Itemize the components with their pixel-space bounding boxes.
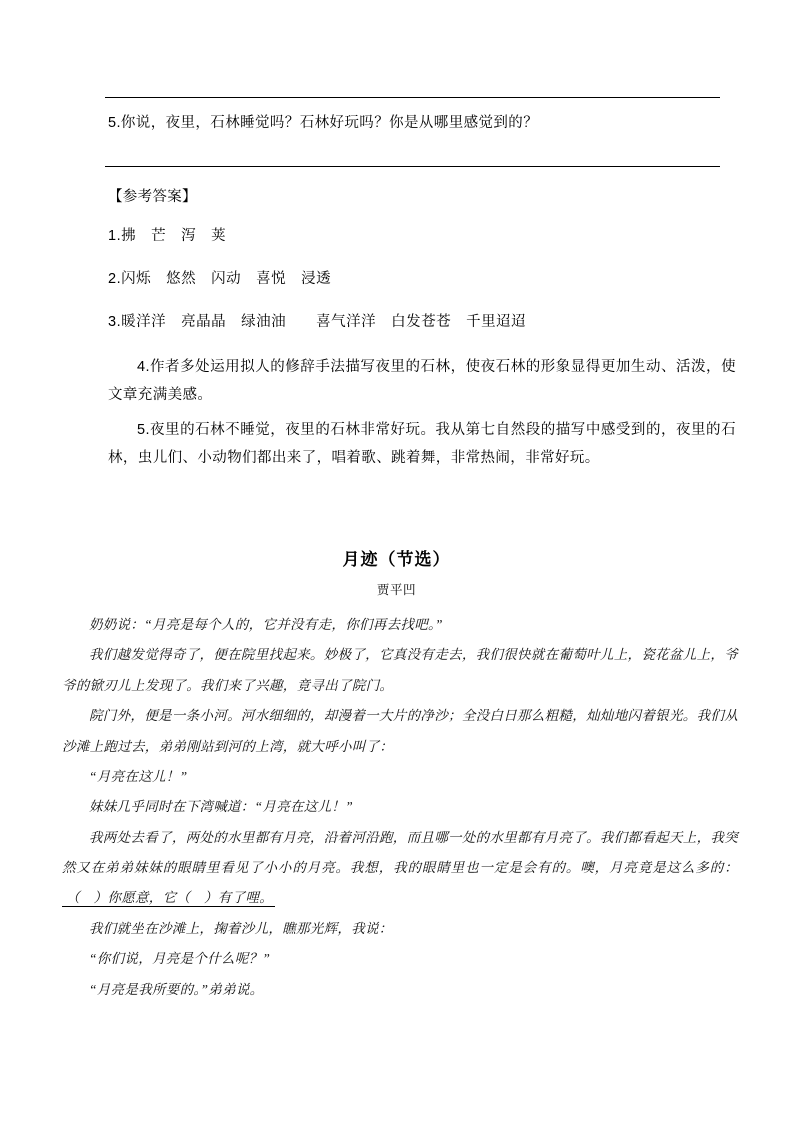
answer-item-5: 5.夜里的石林不睡觉，夜里的石林非常好玩。我从第七自然段的描写中感受到的，夜里的石林，虫儿们、小动物们都出来了，唱着歌、跳着舞，非常热闹，非常好玩。 bbox=[108, 421, 736, 466]
passage-line-4: “月亮在这儿！” bbox=[89, 768, 188, 784]
fill-in-blank[interactable]: （ ）你愿意，它（ ）有了哩。 bbox=[62, 890, 275, 907]
passage-line-6-text: 我两处去看了，两处的水里都有月亮，沿着河沿跑，而且哪一处的水里都有月亮了。我们都看起天上，我突然又在弟弟妹妹的眼睛里看见了小小的月亮。我想，我的眼睛里也一定是会有的。噢，月亮竟是这么多的： bbox=[62, 829, 738, 875]
passage-body bbox=[62, 610, 738, 1005]
answer-item-2: 2.闪烁 悠然 闪动 喜悦 浸透 bbox=[108, 271, 332, 287]
question-5-text: 5.你说，夜里，石林睡觉吗？石林好玩吗？你是从哪里感觉到的？ bbox=[108, 115, 539, 131]
passage-line-6 bbox=[62, 823, 738, 914]
answer-key-heading: 【参考答案】 bbox=[108, 189, 197, 205]
passage-line-2: 我们越发觉得奇了，便在院里找起来。妙极了，它真没有走去，我们很快就在葡萄叶儿上，瓷花盆儿上，爷爷的锨刃儿上发现了。我们来了兴趣，竟寻出了院门。 bbox=[62, 647, 738, 693]
passage-line-1: 奶奶说：“月亮是每个人的，它并没有走，你们再去找吧。” bbox=[89, 617, 443, 632]
answer-key-section bbox=[108, 185, 738, 492]
passage-title: 月迹（节选） bbox=[342, 550, 451, 569]
passage-line-3: 院门外，便是一条小河。河水细细的，却漫着一大片的净沙；全没白日那么粗糙，灿灿地闪着银光。我们从沙滩上跑过去，弟弟刚站到河的上湾，就大呼小叫了： bbox=[62, 708, 738, 754]
passage-author: 贾平凹 bbox=[376, 583, 417, 597]
question-bottom-rule bbox=[105, 166, 720, 167]
answer-item-4: 4.作者多处运用拟人的修辞手法描写夜里的石林，使夜石林的形象显得更加生动、活泼，使文章充满美感。 bbox=[108, 359, 736, 404]
passage-line-7: 我们就坐在沙滩上，掬着沙儿，瞧那光辉，我说： bbox=[89, 920, 393, 936]
question-top-rule bbox=[105, 97, 720, 98]
answer-item-1: 1.拂 芒 泻 荚 bbox=[108, 228, 227, 244]
passage-line-5: 妹妹几乎同时在下湾喊道：“月亮在这儿！” bbox=[89, 799, 354, 815]
passage-line-8: “你们说，月亮是个什么呢？” bbox=[89, 951, 271, 967]
passage-line-9: “月亮是我所要的。”弟弟说。 bbox=[89, 981, 264, 997]
answer-item-3: 3.暖洋洋 亮晶晶 绿油油 喜气洋洋 白发苍苍 千里迢迢 bbox=[108, 314, 527, 330]
